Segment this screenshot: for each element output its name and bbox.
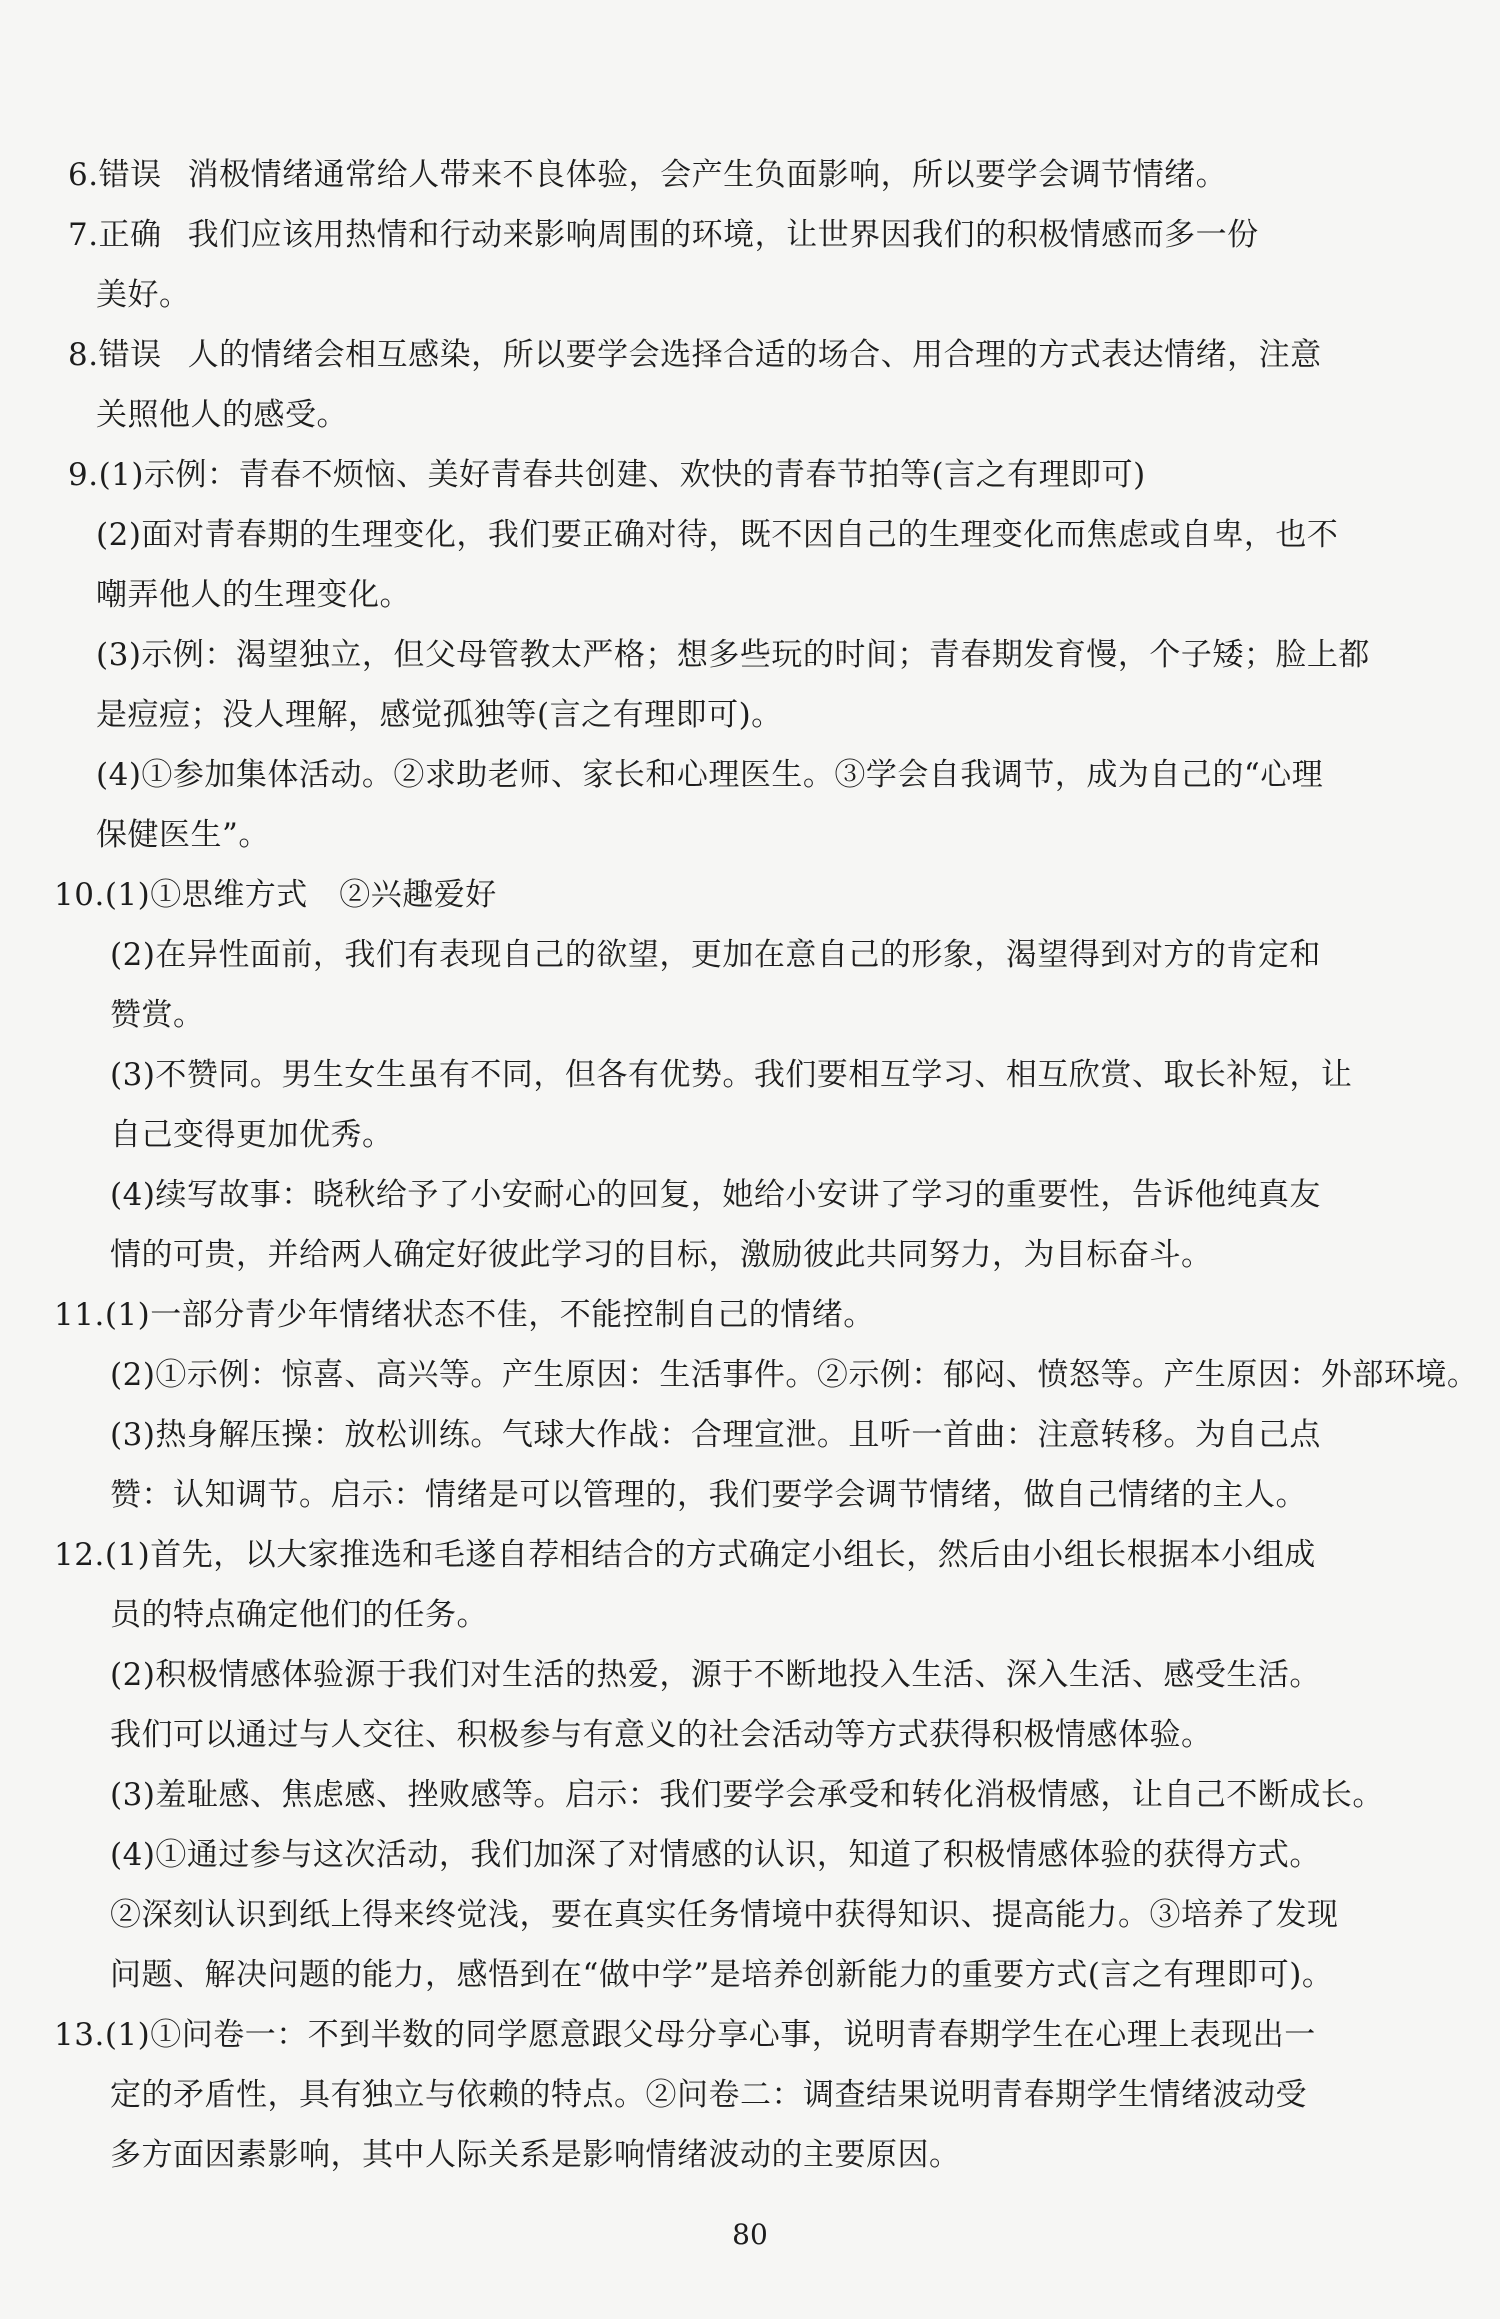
answer-text: 消极情绪通常给人带来不良体验，会产生负面影响，所以要学会调节情绪。 bbox=[187, 157, 1228, 193]
answer-text: (3)示例：渴望独立，但父母管教太严格；想多些玩的时间；青春期发育慢，个子矮；脸上都 bbox=[96, 637, 1370, 673]
answer-text: 问题、解决问题的能力，感悟到在“做中学”是培养创新能力的重要方式(言之有理即可)。 bbox=[110, 1957, 1334, 1993]
answer-text: 情的可贵，并给两人确定好彼此学习的目标，激励彼此共同努力，为目标奋斗。 bbox=[110, 1237, 1213, 1273]
answer-item-12 bbox=[54, 1525, 1390, 1585]
answer-text: (3)不赞同。男生女生虽有不同，但各有优势。我们要相互学习、相互欣赏、取长补短，让 bbox=[110, 1057, 1353, 1093]
answer-text: ②深刻认识到纸上得来终觉浅，要在真实任务情境中获得知识、提高能力。③培养了发现 bbox=[110, 1897, 1339, 1933]
answer-text: 我们可以通过与人交往、积极参与有意义的社会活动等方式获得积极情感体验。 bbox=[110, 1717, 1213, 1753]
item-number: 8. bbox=[68, 337, 99, 373]
answer-text: (3)羞耻感、焦虑感、挫败感等。启示：我们要学会承受和转化消极情感，让自己不断成长。 bbox=[110, 1777, 1384, 1813]
answer-text: (1)一部分青少年情绪状态不佳，不能控制自己的情绪。 bbox=[104, 1297, 875, 1333]
item-number: 10. bbox=[54, 877, 105, 913]
answer-text: 赞赏。 bbox=[110, 997, 205, 1033]
answer-text: (2)①示例：惊喜、高兴等。产生原因：生活事件。②示例：郁闷、愤怒等。产生原因：外部环境。 bbox=[110, 1357, 1479, 1393]
answer-item-8 bbox=[54, 325, 1390, 385]
answer-item-10 bbox=[54, 865, 1390, 925]
answer-text: 嘲弄他人的生理变化。 bbox=[96, 577, 411, 613]
answer-item-11 bbox=[54, 1285, 1390, 1345]
answer-text: 员的特点确定他们的任务。 bbox=[110, 1597, 488, 1633]
item-number: 6. bbox=[68, 157, 99, 193]
verdict: 错误 bbox=[98, 157, 162, 193]
answer-text: (1)示例：青春不烦恼、美好青春共创建、欢快的青春节拍等(言之有理即可) bbox=[98, 457, 1146, 493]
answer-text: 关照他人的感受。 bbox=[96, 397, 348, 433]
answer-item-6 bbox=[54, 145, 1390, 205]
answer-item-13 bbox=[54, 2005, 1390, 2065]
item-number: 12. bbox=[54, 1537, 105, 1573]
answer-text: 保健医生”。 bbox=[96, 817, 270, 853]
answer-text: (4)①通过参与这次活动，我们加深了对情感的认识，知道了积极情感体验的获得方式。 bbox=[110, 1837, 1321, 1873]
verdict: 正确 bbox=[98, 217, 162, 253]
answer-text: (1)①问卷一：不到半数的同学愿意跟父母分享心事，说明青春期学生在心理上表现出一 bbox=[104, 2017, 1316, 2053]
answer-text: 自己变得更加优秀。 bbox=[110, 1117, 394, 1153]
answer-text: 赞：认知调节。启示：情绪是可以管理的，我们要学会调节情绪，做自己情绪的主人。 bbox=[110, 1477, 1307, 1513]
verdict: 错误 bbox=[98, 337, 162, 373]
answer-text: 美好。 bbox=[96, 277, 191, 313]
answer-text: 人的情绪会相互感染，所以要学会选择合适的场合、用合理的方式表达情绪，注意 bbox=[187, 337, 1322, 373]
answer-text: (4)①参加集体活动。②求助老师、家长和心理医生。③学会自我调节，成为自己的“心理 bbox=[96, 757, 1324, 793]
answer-item-9 bbox=[54, 445, 1390, 505]
answer-item-7 bbox=[54, 205, 1390, 265]
answer-text: 多方面因素影响，其中人际关系是影响情绪波动的主要原因。 bbox=[110, 2137, 961, 2173]
answer-text: 我们应该用热情和行动来影响周围的环境，让世界因我们的积极情感而多一份 bbox=[187, 217, 1259, 253]
item-number: 7. bbox=[68, 217, 99, 253]
answer-text: (1)首先，以大家推选和毛遂自荐相结合的方式确定小组长，然后由小组长根据本小组成 bbox=[104, 1537, 1316, 1573]
item-number: 11. bbox=[54, 1297, 105, 1333]
answer-text: 是痘痘；没人理解，感觉孤独等(言之有理即可)。 bbox=[96, 697, 783, 733]
answer-text: (1)①思维方式 ②兴趣爱好 bbox=[104, 877, 497, 913]
page-number: 80 bbox=[732, 2218, 768, 2251]
answer-text: (2)积极情感体验源于我们对生活的热爱，源于不断地投入生活、深入生活、感受生活。 bbox=[110, 1657, 1321, 1693]
answer-text: (2)在异性面前，我们有表现自己的欲望，更加在意自己的形象，渴望得到对方的肯定和 bbox=[110, 937, 1321, 973]
answer-text: (3)热身解压操：放松训练。气球大作战：合理宣泄。且听一首曲：注意转移。为自己点 bbox=[110, 1417, 1321, 1453]
answer-text: 定的矛盾性，具有独立与依赖的特点。②问卷二：调查结果说明青春期学生情绪波动受 bbox=[110, 2077, 1307, 2113]
item-number: 9. bbox=[68, 457, 99, 493]
item-number: 13. bbox=[54, 2017, 105, 2053]
answer-text: (4)续写故事：晓秋给予了小安耐心的回复，她给小安讲了学习的重要性，告诉他纯真友 bbox=[110, 1177, 1321, 1213]
answer-text: (2)面对青春期的生理变化，我们要正确对待，既不因自己的生理变化而焦虑或自卑，也不 bbox=[96, 517, 1339, 553]
